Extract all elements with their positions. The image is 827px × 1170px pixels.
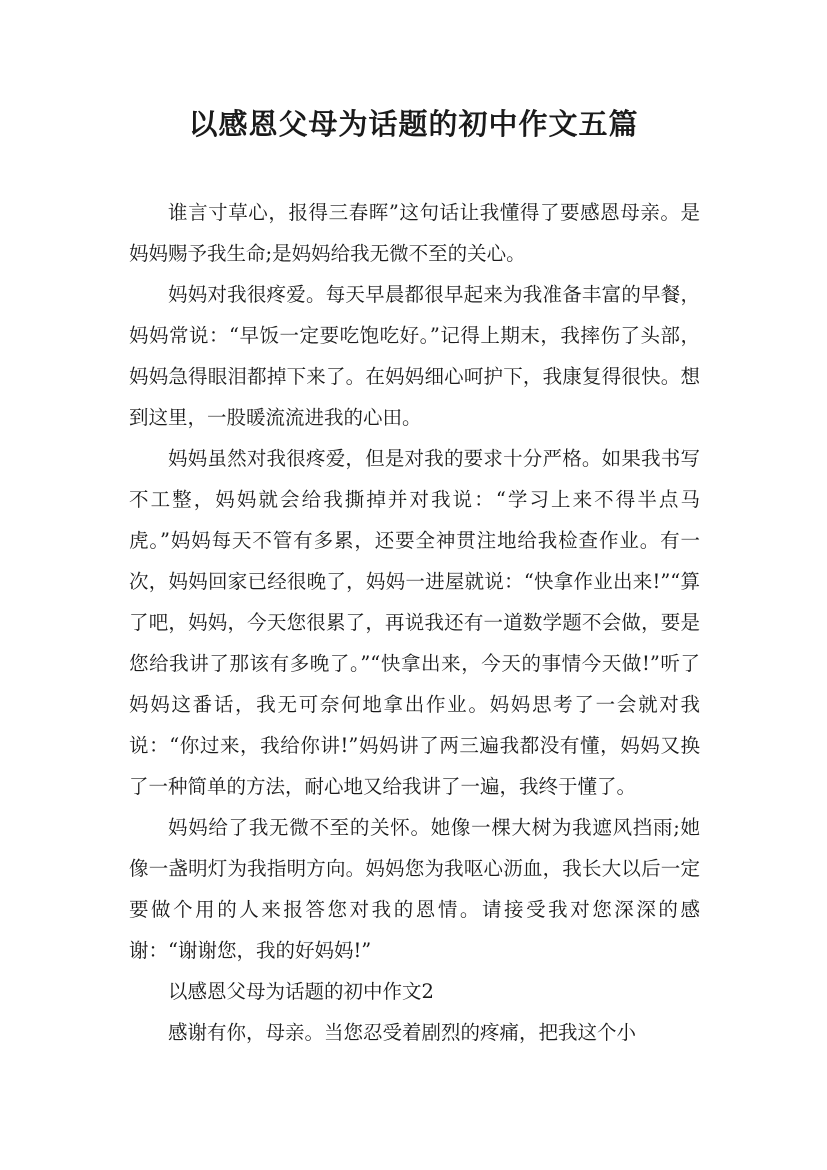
paragraph: 感谢有你，母亲。当您忍受着剧烈的疼痛，把我这个小 [168, 1021, 637, 1044]
paragraph: 妈妈对我很疼爱。每天早晨都很早起来为我准备丰富的早餐，妈妈常说：“早饭一定要吃饱吃好。”记得上期末，我摔伤了头部，妈妈急得眼泪都掉下来了。在妈妈细心呵护下，我康复得很快。想到这里，一股暖流流进我的心田。 [129, 283, 700, 429]
section-heading: 以感恩父母为话题的初中作文2 [168, 980, 434, 1003]
paragraph: 谁言寸草心，报得三春晖”这句话让我懂得了要感恩母亲。是妈妈赐予我生命;是妈妈给我无微不至的关心。 [129, 201, 700, 265]
paragraph: 妈妈虽然对我很疼爱，但是对我的要求十分严格。如果我书写不工整，妈妈就会给我撕掉并对我说：“学习上来不得半点马虎。”妈妈每天不管有多累，还要全神贯注地给我检查作业。有一次，妈妈回家已经很晚了，妈妈一进屋就说：“快拿作业出来!”“算了吧，妈妈，今天您很累了，再说我还有一道数学题不会做，要是您给我讲了那该有多晚了。”“快拿出来，今天的事情今天做!”听了妈妈这番话，我无可奈何地拿出作业。妈妈思考了一会就对我说：“你过来，我给你讲!”妈妈讲了两三遍我都没有懂，妈妈又换了一种简单的方法，耐心地又给我讲了一遍，我终于懂了。 [129, 447, 700, 798]
paragraph: 妈妈给了我无微不至的关怀。她像一棵大树为我遮风挡雨;她像一盏明灯为我指明方向。妈妈您为我呕心沥血，我长大以后一定要做个用的人来报答您对我的恩情。请接受我对您深深的感谢：“谢谢您，我的好妈妈!” [129, 816, 700, 962]
document-title: 以感恩父母为话题的初中作文五篇 [188, 107, 639, 141]
document-body [129, 192, 700, 1053]
